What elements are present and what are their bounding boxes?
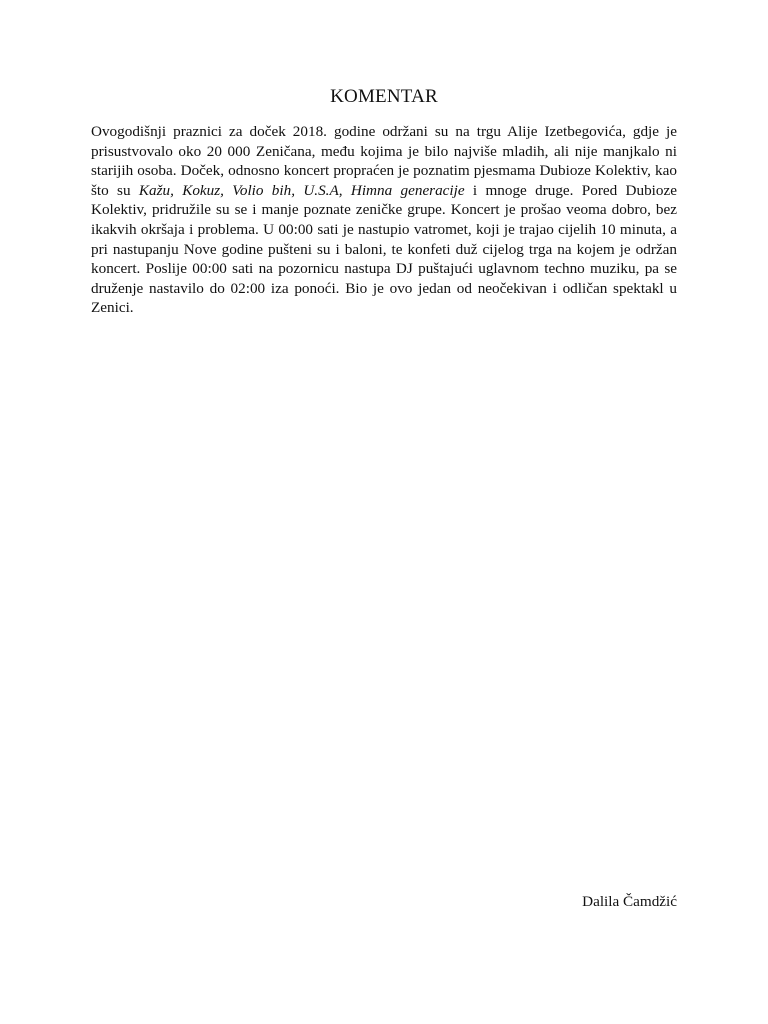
song-list: Kažu, Kokuz, Volio bih, U.S.A, Himna generacije	[138, 181, 465, 199]
author-signature: Dalila Čamdžić	[582, 893, 677, 910]
comment-paragraph	[91, 122, 677, 318]
document-title: KOMENTAR	[330, 86, 438, 107]
paragraph-text-part-1: Ovogodišnji praznici za doček 2018. godine održani su na trgu Alije Izetbegovića, gdje je prisustvovalo oko 20 000 Zeničana, među kojima je bilo najviše mladih, ali nije manjkalo ni starijih osoba. Doček, odnosno koncert propraćen je poznatim pjesmama Dubioze Kolektiv, kao što su	[91, 123, 677, 199]
paragraph-text-part-2: i mnoge druge. Pored Dubioze Kolektiv, pridružile su se i manje poznate zeničke grupe. Koncert je prošao veoma dobro, bez ikakvih okršaja i problema. U 00:00 sati je nastupio vatromet, koji je trajao cijelih 10 minuta, a pri nastupanju Nove godine pušteni su i baloni, te konfeti duž cijelog trga na kojem je održan koncert. Poslije 00:00 sati na pozornicu nastupa DJ puštajući uglavnom techno muziku, pa se druženje nastavilo do 02:00 iza ponoći. Bio je ovo jedan od neočekivan i odličan spektakl u Zenici.	[91, 181, 677, 317]
